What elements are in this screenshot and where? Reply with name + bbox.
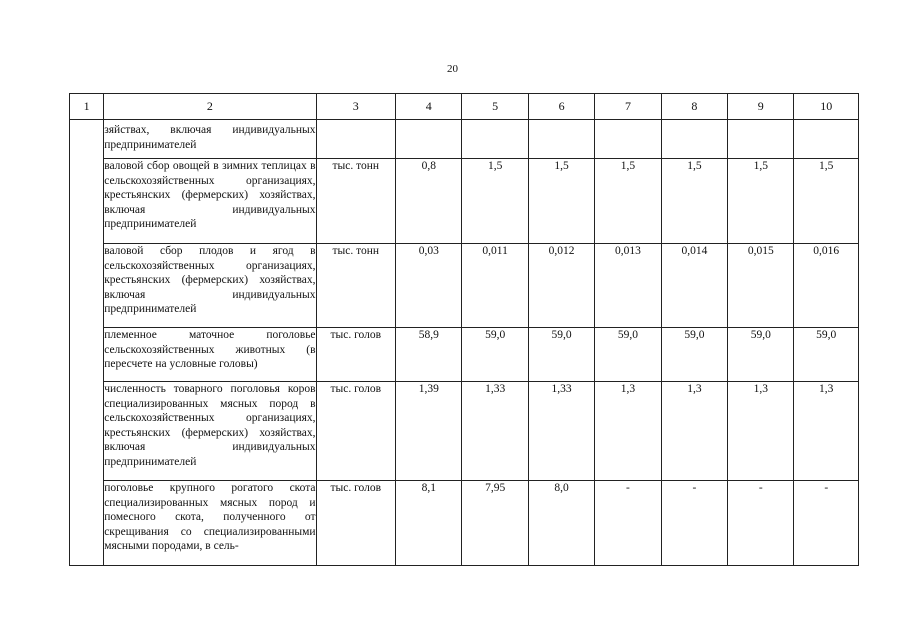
indicator-name-cell: валовой сбор плодов и ягод в сельскохозяйственных организациях, крестьянских (фермерских) хозяйствах, включая индивидуальных предпринимателей: [104, 244, 316, 328]
table-row: [70, 328, 859, 382]
value-cell: 59,0: [728, 328, 794, 382]
value-cell: 59,0: [661, 328, 727, 382]
value-cell: [794, 120, 859, 159]
value-cell: 1,5: [661, 159, 727, 244]
value-cell: [396, 120, 462, 159]
table-row: [70, 120, 859, 159]
value-cell: 0,014: [661, 244, 727, 328]
value-cell: 0,03: [396, 244, 462, 328]
value-cell: 1,33: [528, 382, 594, 481]
value-cell: 0,015: [728, 244, 794, 328]
value-cell: -: [595, 481, 661, 566]
value-cell: 1,3: [728, 382, 794, 481]
value-cell: 59,0: [462, 328, 528, 382]
indicator-name-cell: численность товарного поголовья коров специализированных мясных пород в сельскохозяйственных организациях, крестьянских (фермерских) хозяйствах, включая индивидуальных предпринимателей: [104, 382, 316, 481]
value-cell: -: [728, 481, 794, 566]
value-cell: 1,5: [528, 159, 594, 244]
column-header: 1: [70, 94, 104, 120]
value-cell: 59,0: [595, 328, 661, 382]
value-cell: 0,8: [396, 159, 462, 244]
table-row: [70, 244, 859, 328]
column-header: 2: [104, 94, 316, 120]
value-cell: 58,9: [396, 328, 462, 382]
value-cell: 0,013: [595, 244, 661, 328]
unit-cell: тыс. голов: [316, 481, 396, 566]
table-row: [70, 159, 859, 244]
value-cell: 1,3: [595, 382, 661, 481]
value-cell: 1,5: [794, 159, 859, 244]
table-row: [70, 481, 859, 566]
value-cell: [595, 120, 661, 159]
column-header: 6: [528, 94, 594, 120]
column-header: 7: [595, 94, 661, 120]
value-cell: [528, 120, 594, 159]
value-cell: 1,3: [794, 382, 859, 481]
column-header: 9: [728, 94, 794, 120]
unit-cell: [316, 120, 396, 159]
value-cell: 1,5: [595, 159, 661, 244]
value-cell: 59,0: [794, 328, 859, 382]
unit-cell: тыс. тонн: [316, 244, 396, 328]
value-cell: 1,3: [661, 382, 727, 481]
column-header: 4: [396, 94, 462, 120]
value-cell: -: [661, 481, 727, 566]
value-cell: 0,012: [528, 244, 594, 328]
value-cell: [462, 120, 528, 159]
column-header: 10: [794, 94, 859, 120]
value-cell: 8,0: [528, 481, 594, 566]
value-cell: 59,0: [528, 328, 594, 382]
value-cell: 8,1: [396, 481, 462, 566]
column-header: 3: [316, 94, 396, 120]
value-cell: 0,011: [462, 244, 528, 328]
indicator-name-cell: поголовье крупного рогатого скота специализированных мясных пород и помесного скота, полученного от скрещивания со специализированными мясными породами, в сель-: [104, 481, 316, 566]
value-cell: 0,016: [794, 244, 859, 328]
unit-cell: тыс. тонн: [316, 159, 396, 244]
indicator-table: [69, 93, 859, 566]
value-cell: 7,95: [462, 481, 528, 566]
indicator-name-cell: племенное маточное поголовье сельскохозяйственных животных (в пересчете на условные головы): [104, 328, 316, 382]
value-cell: [661, 120, 727, 159]
row-number-cell: [70, 120, 104, 566]
column-header: 8: [661, 94, 727, 120]
value-cell: -: [794, 481, 859, 566]
value-cell: 1,33: [462, 382, 528, 481]
value-cell: 1,39: [396, 382, 462, 481]
table-row: [70, 382, 859, 481]
indicator-name-cell: зяйствах, включая индивидуальных предпринимателей: [104, 120, 316, 159]
unit-cell: тыс. голов: [316, 328, 396, 382]
table-header-row: [70, 94, 859, 120]
value-cell: 1,5: [728, 159, 794, 244]
unit-cell: тыс. голов: [316, 382, 396, 481]
page-number: 20: [447, 63, 458, 75]
column-header: 5: [462, 94, 528, 120]
value-cell: 1,5: [462, 159, 528, 244]
value-cell: [728, 120, 794, 159]
indicator-name-cell: валовой сбор овощей в зимних теплицах в сельскохозяйственных организациях, крестьянских (фермерских) хозяйствах, включая индивидуальных предпринимателей: [104, 159, 316, 244]
